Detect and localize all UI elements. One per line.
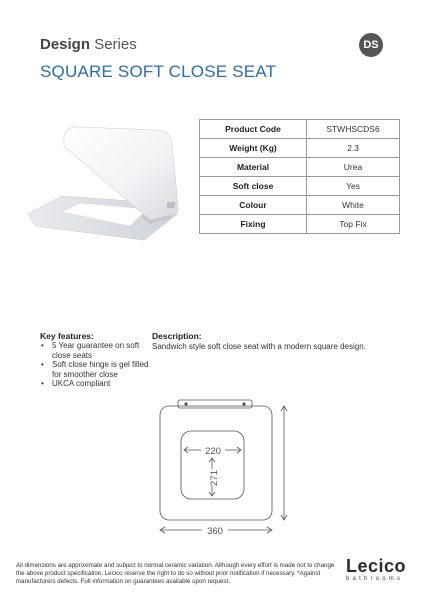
seat-outline bbox=[160, 406, 272, 520]
product-photo bbox=[22, 118, 192, 248]
spec-row bbox=[200, 120, 400, 139]
spec-label: Weight (Kg) bbox=[200, 139, 307, 158]
spec-label: Fixing bbox=[200, 215, 307, 234]
spec-value: Top Fix bbox=[307, 215, 400, 234]
feature-item: • 5 Year guarantee on soft close seats bbox=[40, 341, 150, 360]
inner-length-label: 271 bbox=[209, 470, 220, 486]
spec-value: 2.3 bbox=[307, 139, 400, 158]
series-name bbox=[40, 36, 137, 53]
hinge-bar bbox=[178, 400, 252, 408]
features-list bbox=[40, 341, 150, 389]
series-badge: DS bbox=[359, 33, 383, 57]
spec-value: Urea bbox=[307, 158, 400, 177]
feature-item: • Soft close hinge is gel filled for smoother close bbox=[40, 360, 150, 379]
spec-label: Colour bbox=[200, 196, 307, 215]
product-title: SQUARE SOFT CLOSE SEAT bbox=[40, 62, 277, 81]
logo-wordmark: Lecico bbox=[346, 556, 407, 576]
spec-row bbox=[200, 177, 400, 196]
spec-row bbox=[200, 158, 400, 177]
description-heading: Description: bbox=[152, 331, 202, 341]
features-heading: Key features: bbox=[40, 331, 94, 341]
series-word: Series bbox=[94, 36, 137, 53]
description-text: Sandwich style soft close seat with a modern square design. bbox=[152, 342, 366, 351]
spec-row bbox=[200, 139, 400, 158]
logo-tagline: bathrooms bbox=[346, 576, 404, 582]
spec-label: Product Code bbox=[200, 120, 307, 139]
outer-width-label: 360 bbox=[207, 526, 223, 537]
feature-item: • UKCA compliant bbox=[40, 379, 150, 389]
spec-table bbox=[199, 119, 400, 234]
spec-label: Material bbox=[200, 158, 307, 177]
spec-row bbox=[200, 215, 400, 234]
seat-opening bbox=[181, 431, 244, 499]
series-brand: Design bbox=[40, 36, 91, 53]
spec-value: Yes bbox=[307, 177, 400, 196]
spec-value: White bbox=[307, 196, 400, 215]
spec-label: Soft close bbox=[200, 177, 307, 196]
dimension-diagram bbox=[150, 392, 290, 542]
overall-length-arrow bbox=[281, 406, 287, 520]
inner-width-label: 220 bbox=[205, 446, 221, 457]
disclaimer-text: All dimensions are approximate and subject to normal ceramic variation. Although every effort is made not to change the above product specification, Lecico reserve the right to do so without prior notification if necessary. *Against manufacturers defects. Full information on guarantees available upon request. bbox=[16, 562, 335, 585]
spec-value: STWHSCDS6 bbox=[307, 120, 400, 139]
spec-row bbox=[200, 196, 400, 215]
brand-logo bbox=[346, 557, 414, 582]
